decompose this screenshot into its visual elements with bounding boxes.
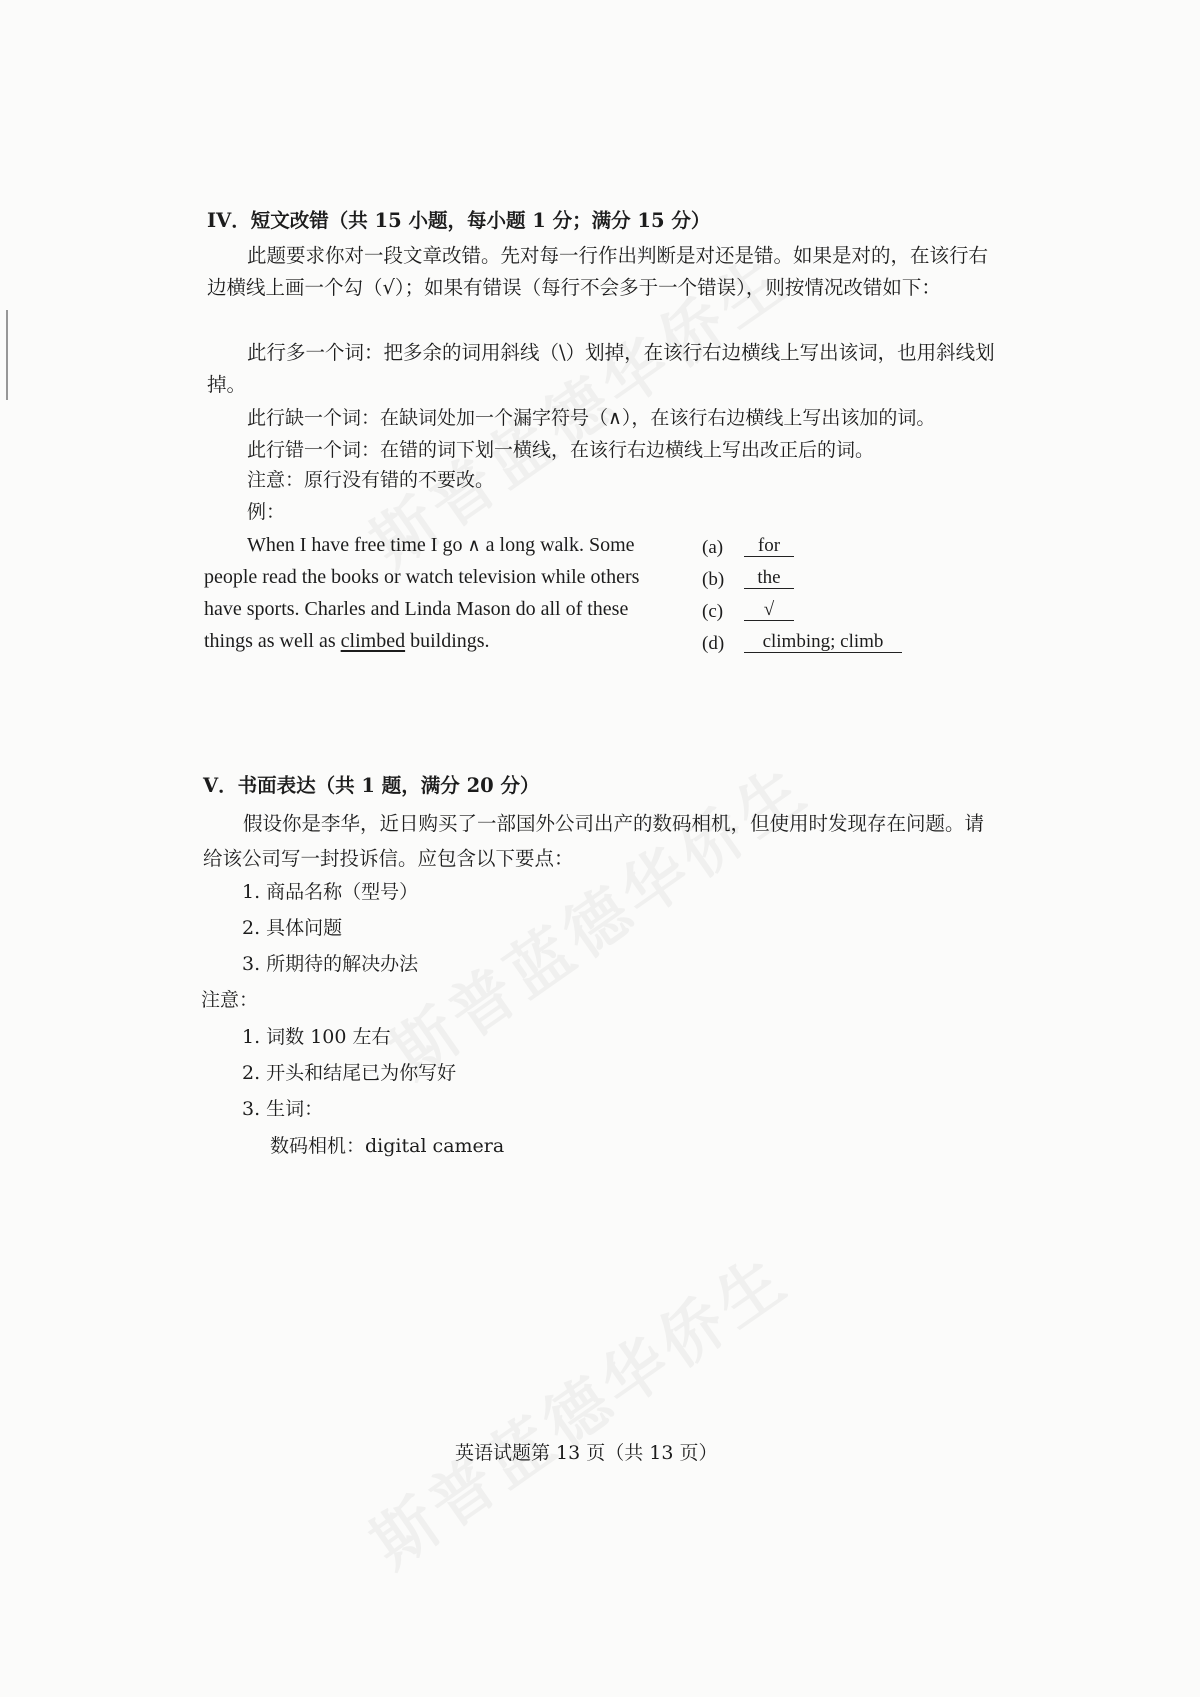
answer-blank-a: for [744,534,794,557]
answer-blank-c: √ [744,598,794,621]
note-item: 3. 生词： [242,1098,324,1120]
page-footer: 英语试题第 13 页（共 13 页） [455,1442,718,1464]
point-item: 3. 所期待的解决办法 [242,953,419,975]
note-item: 2. 开头和结尾已为你写好 [242,1062,457,1084]
binding-mark [6,310,8,400]
section-5-prompt: 假设你是李华，近日购买了一部国外公司出产的数码相机，但使用时发现存在问题。请给该公司写一封投诉信。应包含以下要点： [203,812,985,870]
example-line-2: people read the books or watch television while others [204,566,640,588]
example-line-4: things as well as climbed buildings. [204,630,490,652]
rule-missing-word: 此行缺一个词：在缺词处加一个漏字符号（∧），在该行右边横线上写出该加的词。 [247,407,936,429]
caret-mark: ∧ [467,535,481,556]
answer-blank-b: the [744,566,794,589]
answer-blank-d: climbing; climb [744,630,902,653]
section-4-title: IV．短文改错（共 15 小题，每小题 1 分；满分 15 分） [207,209,711,232]
watermark [350,1229,804,1585]
point-item: 1. 商品名称（型号） [242,881,419,903]
point-item: 2. 具体问题 [242,917,343,939]
answer-label-b: (b) [702,569,725,590]
example-line-1: When I have free time I go ∧ a long walk. Some [247,534,635,556]
note-unchanged: 注意：原行没有错的不要改。 [247,469,495,491]
rule-extra-word: 此行多一个词：把多余的词用斜线（\）划掉，在该行右边横线上写出该词，也用斜线划掉。 [207,341,995,396]
answer-label-a: (a) [702,537,724,558]
rule-wrong-word: 此行错一个词：在错的词下划一横线，在该行右边横线上写出改正后的词。 [247,439,875,461]
example-line-3: have sports. Charles and Linda Mason do all of these [204,598,629,620]
section-5-title: V．书面表达（共 1 题，满分 20 分） [203,774,540,797]
vocab-item: 数码相机：digital camera [270,1135,505,1157]
example-label: 例： [247,501,286,523]
section-4-intro: 此题要求你对一段文章改错。先对每一行作出判断是对还是错。如果是对的，在该行右边横线上画一个勾（√）；如果有错误（每行不会多于一个错误），则按情况改错如下： [207,244,989,299]
note-item: 1. 词数 100 左右 [242,1026,391,1048]
underlined-word: climbed [340,630,406,652]
answer-label-c: (c) [702,601,724,622]
notes-label: 注意： [201,989,259,1011]
answer-label-d: (d) [702,633,725,654]
